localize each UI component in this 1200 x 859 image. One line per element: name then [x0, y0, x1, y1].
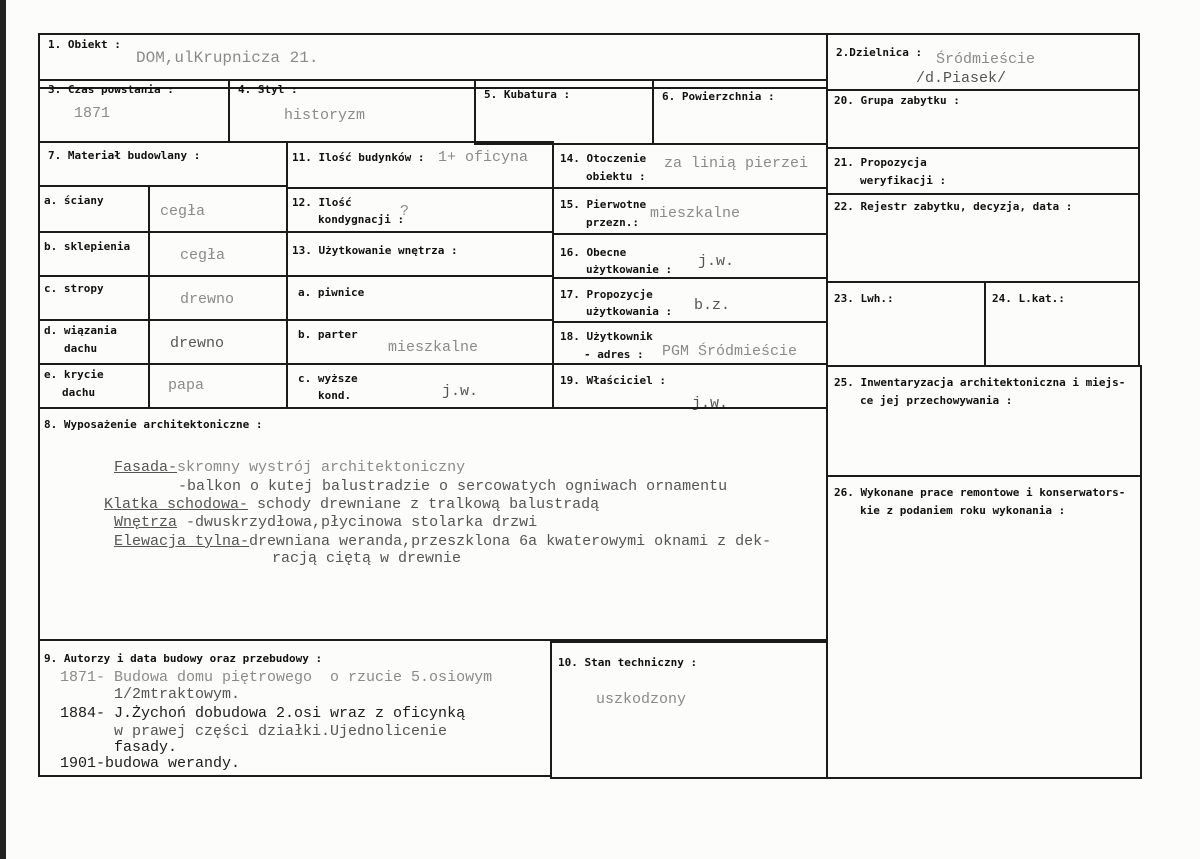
autorzy-line-4: w prawej części działki.Ujednolicenie	[60, 723, 448, 740]
cell-ilosc-budynkow	[286, 141, 554, 189]
wyposazenie-text-5: drewniana weranda,przeszklona 6a kwaterowymi oknami z dek-	[249, 533, 772, 550]
label-krycie-2: dachu	[62, 386, 96, 399]
wyposazenie-text-1: skromny wystrój architektoniczny	[177, 459, 466, 476]
value-wyzsze-kond: j.w.	[442, 383, 479, 400]
value-pierwotne-przezn: mieszkalne	[650, 205, 741, 222]
cell-propozycja-weryfikacji	[826, 147, 1140, 195]
label-piwnice: a. piwnice	[298, 286, 365, 299]
cell-autorzy	[38, 639, 552, 777]
label-lwh: 23. Lwh.:	[834, 292, 894, 305]
cell-parter	[286, 319, 554, 365]
wyposazenie-head-3: Klatka schodowa-	[104, 496, 249, 513]
label-stan-techniczny: 10. Stan techniczny :	[558, 656, 698, 669]
cell-propozycje-uzytkowania	[552, 277, 828, 323]
label-wyzsze-kond-1: c. wyższe	[298, 372, 358, 385]
label-sklepienia: b. sklepienia	[44, 240, 131, 253]
cell-material-budowlany	[38, 141, 288, 187]
value-parter: mieszkalne	[388, 339, 479, 356]
value-stan-techniczny: uszkodzony	[596, 691, 687, 708]
value-obiekt: DOM,ulKrupnicza 21.	[136, 49, 319, 67]
cell-ilosc-kondygnacji	[286, 187, 554, 233]
autorzy-line-5: fasady.	[60, 739, 178, 756]
cell-pierwotne-przezn	[552, 187, 828, 235]
value-dzielnica-1: Śródmieście	[936, 51, 1036, 68]
label-wiazania-2: dachu	[64, 342, 98, 355]
label-rejestr: 22. Rejestr zabytku, decyzja, data :	[834, 200, 1073, 213]
label-propozycje-uzytkowania-2: użytkowania :	[586, 305, 673, 318]
wyposazenie-text-3: schody drewniane z tralkową balustradą	[248, 496, 600, 513]
label-propozycja-weryfikacji-1: 21. Propozycja	[834, 156, 927, 169]
label-material-budowlany: 7. Materiał budowlany :	[48, 149, 201, 162]
label-stropy: c. stropy	[44, 282, 104, 295]
cell-sklepienia-value	[148, 231, 288, 277]
autorzy-line-6: 1901-budowa werandy.	[60, 755, 241, 772]
label-wiazania-1: d. wiązania	[44, 324, 117, 337]
value-czas-powstania: 1871	[74, 105, 111, 122]
cell-wiazania-value	[148, 319, 288, 365]
cell-sciany-label	[38, 185, 150, 233]
wyposazenie-head-5: Elewacja tylna-	[114, 533, 250, 550]
label-kubatura: 5. Kubatura :	[484, 88, 571, 101]
cell-uzytkownik	[552, 321, 828, 365]
cell-obecne-uzytkowanie	[552, 233, 828, 279]
cell-sklepienia-label	[38, 231, 150, 277]
wyposazenie-line-6	[218, 532, 461, 586]
wyposazenie-text-2: -balkon o kutej balustradzie o sercowatych ogniwach ornamentu	[178, 478, 728, 495]
label-wykonane-prace-2: kie z podaniem roku wykonania :	[860, 504, 1066, 517]
cell-kubatura	[474, 79, 654, 145]
label-powierzchnia: 6. Powierzchnia :	[662, 90, 775, 103]
cell-stropy-value	[148, 275, 288, 321]
cell-lkat	[984, 281, 1140, 367]
label-pierwotne-przezn-1: 15. Pierwotne	[560, 198, 647, 211]
scan-edge	[0, 0, 6, 859]
value-sciany: cegła	[160, 203, 206, 220]
label-wykonane-prace-1: 26. Wykonane prace remontowe i konserwators-	[834, 486, 1126, 499]
value-dzielnica-2: /d.Piasek/	[916, 70, 1007, 87]
label-ilosc-kondygnacji-1: 12. Ilość	[292, 196, 352, 209]
value-wlasciciel: j.w.	[692, 395, 729, 412]
cell-czas-powstania	[38, 79, 230, 143]
label-wyposazenie: 8. Wyposażenie architektoniczne :	[44, 418, 263, 431]
label-wlasciciel: 19. Właściciel :	[560, 374, 666, 387]
label-krycie-1: e. krycie	[44, 368, 104, 381]
cell-wykonane-prace	[826, 475, 1142, 779]
label-uzytkownik-1: 18. Użytkownik	[560, 330, 653, 343]
label-inwentaryzacja-2: ce jej przechowywania :	[860, 394, 1013, 407]
wyposazenie-text-4: -dwuskrzydłowa,płycinowa stolarka drzwi	[177, 514, 538, 531]
autorzy-line-1: 1871- Budowa domu piętrowego o rzucie 5.osiowym	[60, 669, 493, 686]
cell-stropy-label	[38, 275, 150, 321]
autorzy-line-3: 1884- J.Żychoń dobudowa 2.osi wraz z oficynką	[60, 705, 466, 722]
label-otoczenie-1: 14. Otoczenie	[560, 152, 647, 165]
cell-wlasciciel	[552, 363, 828, 412]
cell-wiazania-label	[38, 319, 150, 365]
wyposazenie-head-4: Wnętrza	[114, 514, 178, 531]
label-wyzsze-kond-2: kond.	[318, 389, 352, 402]
label-sciany: a. ściany	[44, 194, 104, 207]
value-otoczenie: za linią pierzei	[664, 155, 809, 172]
label-uzytkownik-2: - adres :	[584, 348, 644, 361]
cell-dzielnica	[826, 33, 1140, 91]
value-stropy: drewno	[180, 291, 235, 308]
label-ilosc-budynkow: 11. Ilość budynków :	[292, 151, 425, 164]
value-wiazania: drewno	[170, 335, 225, 352]
label-propozycje-uzytkowania-1: 17. Propozycje	[560, 288, 653, 301]
wyposazenie-text-6: racją ciętą w drewnie	[272, 550, 462, 567]
label-uzytkowanie-wnetrza: 13. Użytkowanie wnętrza :	[292, 244, 458, 257]
label-propozycja-weryfikacji-2: weryfikacji :	[860, 174, 947, 187]
cell-rejestr	[826, 193, 1140, 283]
cell-sciany-value	[148, 185, 288, 233]
value-uzytkownik: PGM Śródmieście	[662, 343, 798, 360]
label-obiekt: 1. Obiekt :	[48, 38, 121, 51]
value-krycie: papa	[168, 377, 205, 394]
cell-powierzchnia	[652, 79, 828, 145]
cell-grupa-zabytku	[826, 89, 1140, 149]
cell-krycie-value	[148, 363, 288, 409]
label-inwentaryzacja-1: 25. Inwentaryzacja architektoniczna i miejs-	[834, 376, 1126, 389]
value-obecne-uzytkowanie: j.w.	[698, 253, 735, 270]
cell-stan-techniczny	[550, 641, 828, 779]
label-ilosc-kondygnacji-2: kondygnacji :	[318, 213, 405, 226]
label-parter: b. parter	[298, 328, 358, 341]
label-pierwotne-przezn-2: przezn.:	[586, 216, 639, 229]
value-ilosc-kondygnacji: ?	[400, 203, 410, 220]
label-obecne-uzytkowanie-2: użytkowanie :	[586, 263, 673, 276]
autorzy-line-2: 1/2mtraktowym.	[60, 686, 241, 703]
value-sklepienia: cegła	[180, 247, 226, 264]
label-styl: 4. Styl :	[238, 83, 298, 96]
cell-styl	[228, 79, 476, 143]
label-otoczenie-2: obiektu :	[586, 170, 646, 183]
value-propozycje-uzytkowania: b.z.	[694, 297, 731, 314]
cell-otoczenie	[552, 143, 828, 189]
label-obecne-uzytkowanie-1: 16. Obecne	[560, 246, 627, 259]
cell-lwh	[826, 281, 986, 367]
label-autorzy: 9. Autorzy i data budowy oraz przebudowy :	[44, 652, 323, 665]
label-lkat: 24. L.kat.:	[992, 292, 1065, 305]
cell-piwnice	[286, 275, 554, 321]
cell-uzytkowanie-wnetrza	[286, 231, 554, 277]
cell-krycie-label	[38, 363, 150, 409]
cell-wyzsze-kond	[286, 363, 554, 409]
wyposazenie-head-1: Fasada-	[114, 459, 178, 476]
value-styl: historyzm	[284, 107, 366, 124]
label-czas-powstania: 3. Czas powstania :	[48, 83, 174, 96]
value-ilosc-budynkow: 1+ oficyna	[438, 149, 529, 166]
label-grupa-zabytku: 20. Grupa zabytku :	[834, 94, 960, 107]
cell-inwentaryzacja	[826, 365, 1142, 477]
label-dzielnica: 2.Dzielnica :	[836, 46, 923, 59]
cell-wyposazenie	[38, 407, 828, 641]
